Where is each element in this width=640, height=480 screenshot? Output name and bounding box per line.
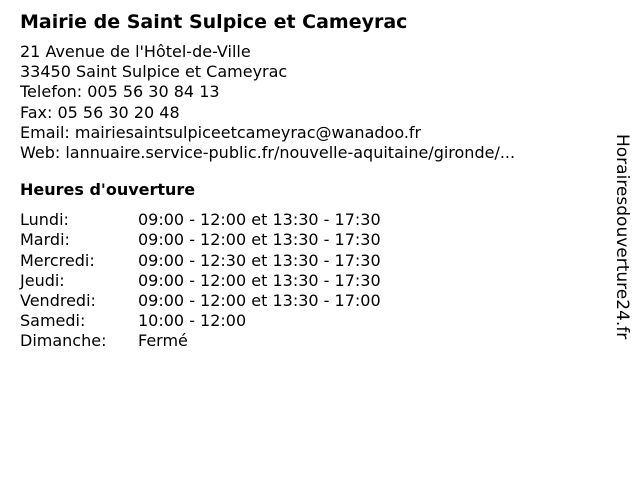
day-label: Vendredi: bbox=[20, 291, 96, 311]
hours-row-tuesday bbox=[20, 230, 600, 250]
hours-row-monday bbox=[20, 210, 600, 230]
day-label: Dimanche: bbox=[20, 331, 107, 351]
day-label: Samedi: bbox=[20, 311, 86, 331]
hours-row-saturday bbox=[20, 311, 600, 331]
address-street: 21 Avenue de l'Hôtel-de-Ville bbox=[20, 42, 251, 61]
hours-row-sunday bbox=[20, 331, 600, 351]
time-value: 09:00 - 12:00 et 13:30 - 17:30 bbox=[138, 270, 381, 290]
site-watermark: Horairesdouverture24.fr bbox=[612, 134, 632, 340]
address-city: 33450 Saint Sulpice et Cameyrac bbox=[20, 62, 288, 82]
day-label: Mercredi: bbox=[20, 250, 95, 270]
hours-row-wednesday bbox=[20, 251, 600, 271]
day-label: Jeudi: bbox=[20, 270, 65, 290]
email-address: Email: mairiesaintsulpiceetcameyrac@wanadoo.fr bbox=[20, 122, 422, 142]
time-value: Fermé bbox=[138, 331, 188, 351]
info-card bbox=[20, 10, 600, 352]
hours-row-friday bbox=[20, 291, 600, 311]
hours-heading: Heures d'ouverture bbox=[20, 180, 196, 200]
website-link: Web: lannuaire.service-public.fr/nouvelle-aquitaine/gironde/... bbox=[20, 143, 516, 163]
time-value: 09:00 - 12:30 et 13:30 - 17:30 bbox=[138, 250, 381, 270]
hours-row-thursday bbox=[20, 271, 600, 291]
time-value: 10:00 - 12:00 bbox=[138, 311, 247, 331]
fax-number: Fax: 05 56 30 20 48 bbox=[20, 102, 180, 122]
phone-number: Telefon: 005 56 30 84 13 bbox=[20, 82, 220, 102]
day-label: Mardi: bbox=[20, 230, 70, 250]
page-title: Mairie de Saint Sulpice et Cameyrac bbox=[20, 11, 408, 33]
hours-table bbox=[20, 210, 600, 351]
day-label: Lundi: bbox=[20, 210, 69, 230]
time-value: 09:00 - 12:00 et 13:30 - 17:00 bbox=[138, 291, 381, 311]
time-value: 09:00 - 12:00 et 13:30 - 17:30 bbox=[138, 210, 381, 230]
time-value: 09:00 - 12:00 et 13:30 - 17:30 bbox=[138, 230, 381, 250]
